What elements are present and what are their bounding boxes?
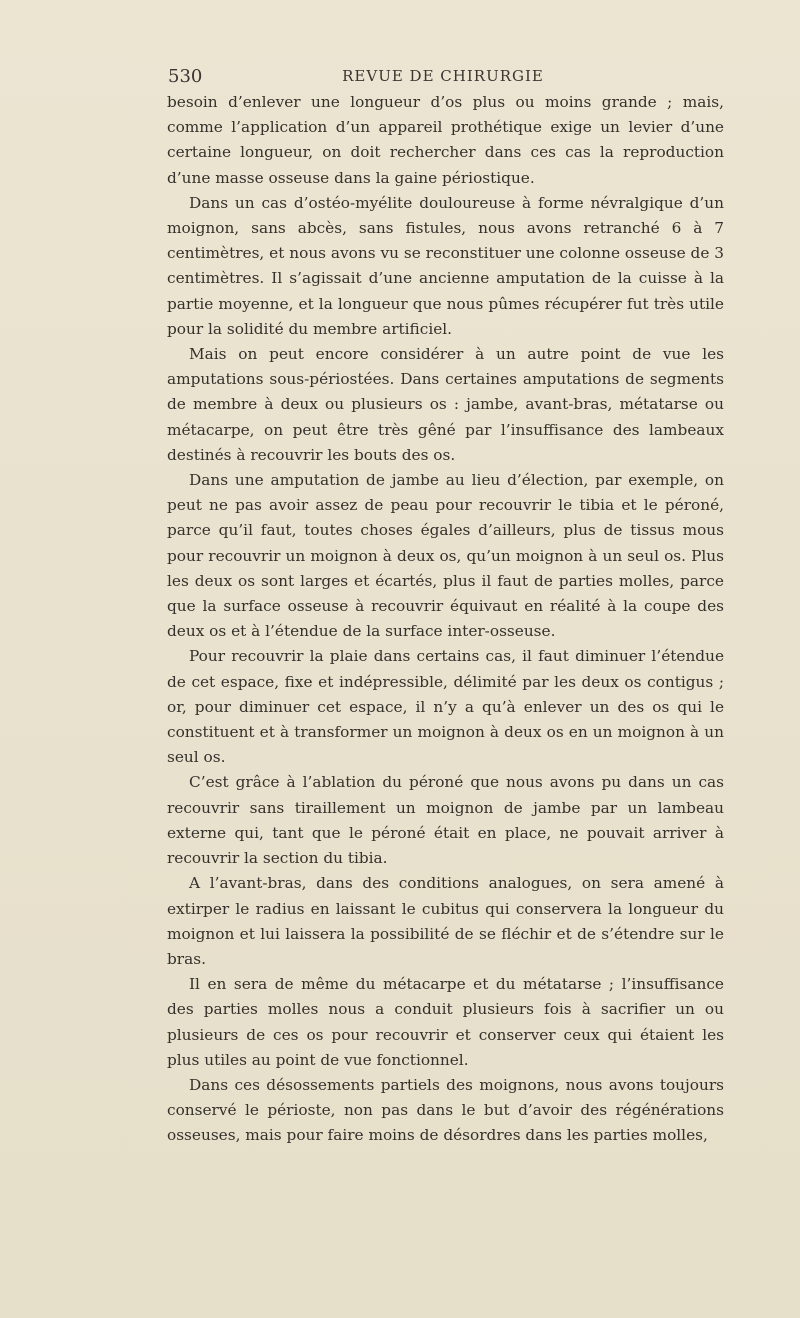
page-number: 530 [168,66,203,87]
body-text [167,90,724,1149]
paragraph: A l’avant-bras, dans des conditions analogues, on sera amené à extirper le radius en laissant le cubitus qui conservera la longueur du moignon et lui laissera la possibilité de se fléchir et de s’étendre sur le bras. [167,874,724,968]
paragraph-continuation: besoin d’enlever une longueur d’os plus ou moins grande ; mais, comme l’application d’un appareil prothétique exige un levier d’une certaine longueur, on doit rechercher dans ces cas la reproduction d’une masse osseuse dans la gaine périostique. [167,93,724,187]
paragraph: C’est grâce à l’ablation du péroné que nous avons pu dans un cas recouvrir sans tiraillement un moignon de jambe par un lambeau externe qui, tant que le péroné était en place, ne pouvait arriver à recouvrir la section du tibia. [167,773,724,868]
running-title: REVUE DE CHIRURGIE [342,67,544,85]
paragraph: Dans une amputation de jambe au lieu d’élection, par exemple, on peut ne pas avoir assez de peau pour recouvrir le tibia et le péroné, parce qu’il faut, toutes choses égales d’ailleurs, plus de tissus mous pour recouvrir un moignon à deux os, qu’un moignon à un seul os. Plus les deux os sont larges et écartés, plus il faut de parties molles, parce que la surface osseuse à recouvrir équivaut en réalité à la coupe des deux os et à l’étendue de la surface inter-osseuse. [167,471,724,641]
page-header [168,66,718,90]
paragraph: Il en sera de même du métacarpe et du métatarse ; l’insuffisance des parties molles nous a conduit plusieurs fois à sacrifier un ou plusieurs de ces os pour recouvrir et conserver ceux qui étaient les plus utiles au point de vue fonctionnel. [167,975,724,1069]
paragraph: Pour recouvrir la plaie dans certains cas, il faut diminuer l’étendue de cet espace, fixe et indépressible, délimité par les deux os contigus ; or, pour diminuer cet espace, il n’y a qu’à enlever un des os qui le constituent et à transformer un moignon à deux os en un moignon à un seul os. [167,647,724,767]
paragraph: Mais on peut encore considérer à un autre point de vue les amputations sous-périostées. Dans certaines amputations de segments de membre à deux ou plusieurs os : jambe, avant-bras, métatarse ou métacarpe, on peut être très gêné par l’insuffisance des lambeaux destinés à recouvrir les bouts des os. [167,345,724,464]
paragraph: Dans ces désossements partiels des moignons, nous avons toujours conservé le périoste, non pas dans le but d’avoir des régénérations osseuses, mais pour faire moins de désordres dans les parties molles, [167,1075,724,1145]
paragraph: Dans un cas d’ostéo-myélite douloureuse à forme névralgique d’un moignon, sans abcès, sans fistules, nous avons retranché 6 à 7 centimètres, et nous avons vu se reconstituer une colonne osseuse de 3 centimètres. Il s’agissait d’une ancienne amputation de la cuisse à la partie moyenne, et la longueur que nous pûmes récupérer fut très utile pour la solidité du membre artificiel. [167,193,724,338]
